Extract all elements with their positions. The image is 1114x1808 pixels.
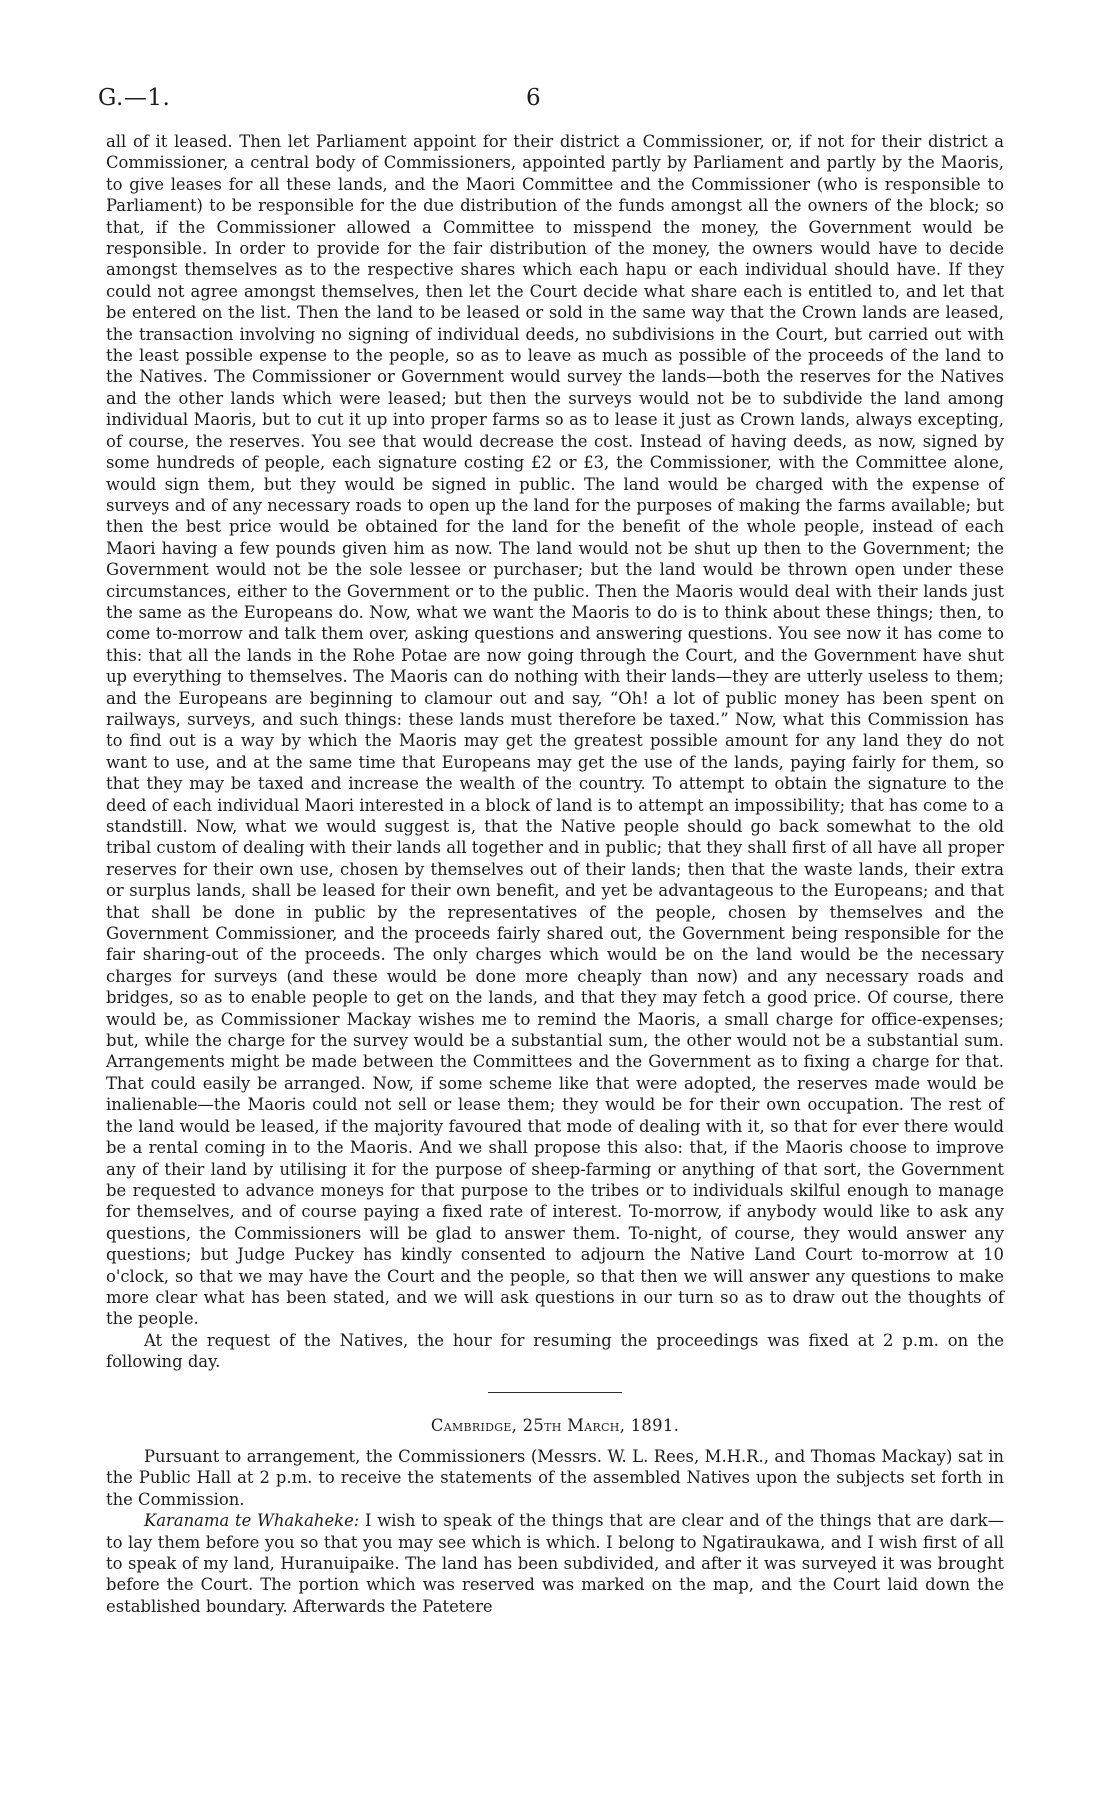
statement-text: I wish to speak of the things that are clear and of the things that are dark—to lay them before you so that you may see which is which. I belong to Ngatiraukawa, and I wish first of all to speak of my land, Huranuipaike. The land has been subdivided, and after it was surveyed it was brought before the Court. The portion which was reserved was marked on the map, and the Court laid down the established boundary. Afterwards the Patetere: [106, 1511, 1005, 1616]
page-header: [98, 85, 1004, 119]
session-paragraph: Pursuant to arrangement, the Commissioners (Messrs. W. L. Rees, M.H.R., and Thomas Mackay) sat in the Public Hall at 2 p.m. to receive the statements of the assembled Natives upon the subjects set forth in the Commission.: [106, 1446, 1004, 1509]
dateline: Cambridge, 25th March, 1891.: [430, 1415, 680, 1435]
section-divider: [488, 1392, 622, 1393]
adjournment-paragraph: At the request of the Natives, the hour for resuming the proceedings was fixed at 2 p.m. on the following day.: [106, 1330, 1004, 1372]
page-number: 6: [526, 85, 541, 111]
body-text: [106, 131, 1004, 1617]
speaker-name: Karanama te Whakaheke:: [144, 1511, 360, 1531]
document-code: G.—1.: [98, 85, 171, 111]
statement-paragraph: [106, 1510, 1004, 1617]
speech-paragraph: all of it leased. Then let Parliament appoint for their district a Commissioner, or, if not for their district a Commissioner, a central body of Commissioners, appointed partly by Parliament and partly by the Maoris, to give leases for all these lands, and the Maori Committee and the Commissioner (who is responsible to Parliament) to be responsible for the due distribution of the funds amongst all the owners of the block; so that, if the Commissioner allowed a Committee to misspend the money, the Government would be responsible. In order to provide for the fair distribution of the money, the owners would have to decide amongst themselves as to the respective shares which each hapu or each individual should have. If they could not agree amongst themselves, then let the Court decide what share each is entitled to, and let that be entered on the list. Then the land to be leased or sold in the same way that the Crown lands are leased, the transaction involving no signing of individual deeds, no subdivisions in the Court, but carried out with the least possible expense to the people, so as to leave as much as possible of the proceeds of the land to the Natives. The Commissioner or Government would survey the lands—both the reserves for the Natives and the other lands which were leased; but then the surveys would not be to subdivide the land among individual Maoris, but to cut it up into proper farms so as to lease it just as Crown lands, always excepting, of course, the reserves. You see that would decrease the cost. Instead of having deeds, as now, signed by some hundreds of people, each signature costing £2 or £3, the Commissioner, with the Committee alone, would sign them, but they would be signed in public. The land would be charged with the expense of surveys and of any necessary roads to open up the land for the purposes of making the farms available; but then the best price would be obtained for the land for the benefit of the whole people, instead of each Maori having a few pounds given him as now. The land would not be shut up then to the Government; the Government would not be the sole lessee or purchaser; but the land would be thrown open under these circumstances, either to the Government or to the public. Then the Maoris would deal with their lands just the same as the Europeans do. Now, what we want the Maoris to do is to think about these things; then, to come to-morrow and talk them over, asking questions and answering questions. You see now it has come to this: that all the lands in the Rohe Potae are now going through the Court, and the Government have shut up everything to themselves. The Maoris can do nothing with their lands—they are utterly useless to them; and the Europeans are beginning to clamour out and say, “Oh! a lot of public money has been spent on railways, surveys, and such things: these lands must therefore be taxed.” Now, what this Commission has to find out is a way by which the Maoris may get the greatest possible amount for any land they do not want to use, and at the same time that Europeans may get the use of the lands, paying fairly for them, so that they may be taxed and increase the wealth of the country. To attempt to obtain the signature to the deed of each individual Maori interested in a block of land is to attempt an impossibility; that has come to a standstill. Now, what we would suggest is, that the Native people should go back somewhat to the old tribal custom of dealing with their lands all together and in public; that they shall first of all have all proper reserves for their own use, chosen by themselves out of their lands; then that the waste lands, their extra or surplus lands, shall be leased for their own benefit, and yet be advantageous to the Europeans; and that that shall be done in public by the representatives of the people, chosen by themselves and the Government Commissioner, and the proceeds fairly shared out, the Government being responsible for the fair sharing-out of the proceeds. The only charges which would be on the land would be the necessary charges for surveys (and these would be done more cheaply than now) and any necessary roads and bridges, so as to enable people to get on the lands, and that they may fetch a good price. Of course, there would be, as Commissioner Mackay wishes me to remind the Maoris, a small charge for office-expenses; but, while the charge for the survey would be a substantial sum, the other would not be a substantial sum. Arrangements might be made between the Committees and the Government as to fixing a charge for that. That could easily be arranged. Now, if some scheme like that were adopted, the reserves made would be inalienable—the Maoris could not sell or lease them; they would be for their own occupation. The rest of the land would be leased, if the majority favoured that mode of dealing with it, so that for ever there would be a rental coming in to the Maoris. And we shall propose this also: that, if the Maoris choose to improve any of their land by utilising it for the purpose of sheep-farming or anything of that sort, the Government be requested to advance moneys for that purpose to the tribes or to individuals skilful enough to manage for themselves, and of course paying a fixed rate of interest. To-morrow, if anybody would like to ask any questions, the Commissioners will be glad to answer them. To-night, of course, they would answer any questions; but Judge Puckey has kindly consented to adjourn the Native Land Court to-morrow at 10 o'clock, so that we may have the Court and the people, so that then we will answer any questions to make more clear what has been stated, and we will ask questions in our turn so as to draw out the thoughts of the people.: [106, 132, 1004, 1329]
